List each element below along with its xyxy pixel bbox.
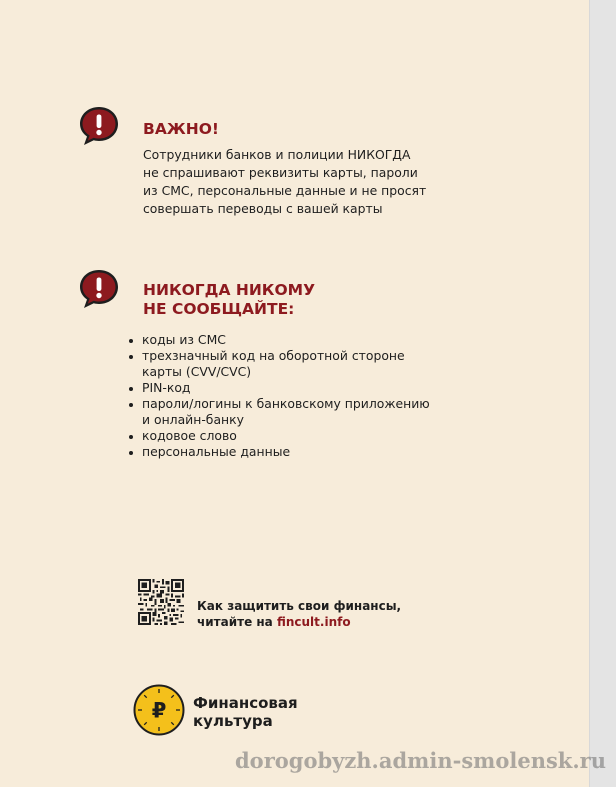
list-item: персональные данные <box>127 444 430 460</box>
scrollbar[interactable] <box>589 0 616 787</box>
footer-promo-text <box>197 598 401 630</box>
list-item: трехзначный код на оборотной стороне карты (CVV/CVC) <box>127 348 430 380</box>
never-share-heading-line1: НИКОГДА НИКОМУ <box>143 281 316 299</box>
ruble-symbol: ₽ <box>151 698 167 723</box>
fincult-link[interactable]: fincult.info <box>276 615 351 629</box>
never-share-heading <box>143 281 315 319</box>
ruble-coin-icon <box>133 684 185 736</box>
list-item: PIN-код <box>127 380 430 396</box>
important-heading: ВАЖНО! <box>143 120 220 138</box>
footer-line-2 <box>197 614 401 630</box>
logo-wordmark: Финансовая культура <box>193 694 298 730</box>
qr-code-icon[interactable] <box>138 579 184 625</box>
site-watermark: dorogobyzh.admin-smolensk.ru <box>235 748 606 773</box>
important-text: Сотрудники банков и полиции НИКОГДА не спрашивают реквизиты карты, пароли из СМС, персональные данные и не просят совершать переводы с вашей карты <box>143 147 427 216</box>
footer-line-1: Как защитить свои финансы, <box>197 599 402 613</box>
exclamation-speech-bubble-icon <box>78 105 120 147</box>
footer-line-2-prefix: читайте на <box>197 615 277 629</box>
exclamation-speech-bubble-icon <box>78 268 120 310</box>
list-item: коды из СМС <box>127 332 430 348</box>
list-item: пароли/логины к банковскому приложению и онлайн-банку <box>127 396 430 428</box>
list-item: кодовое слово <box>127 428 430 444</box>
never-share-list <box>127 332 430 460</box>
never-share-heading-line2: НЕ СООБЩАЙТЕ: <box>143 300 295 318</box>
